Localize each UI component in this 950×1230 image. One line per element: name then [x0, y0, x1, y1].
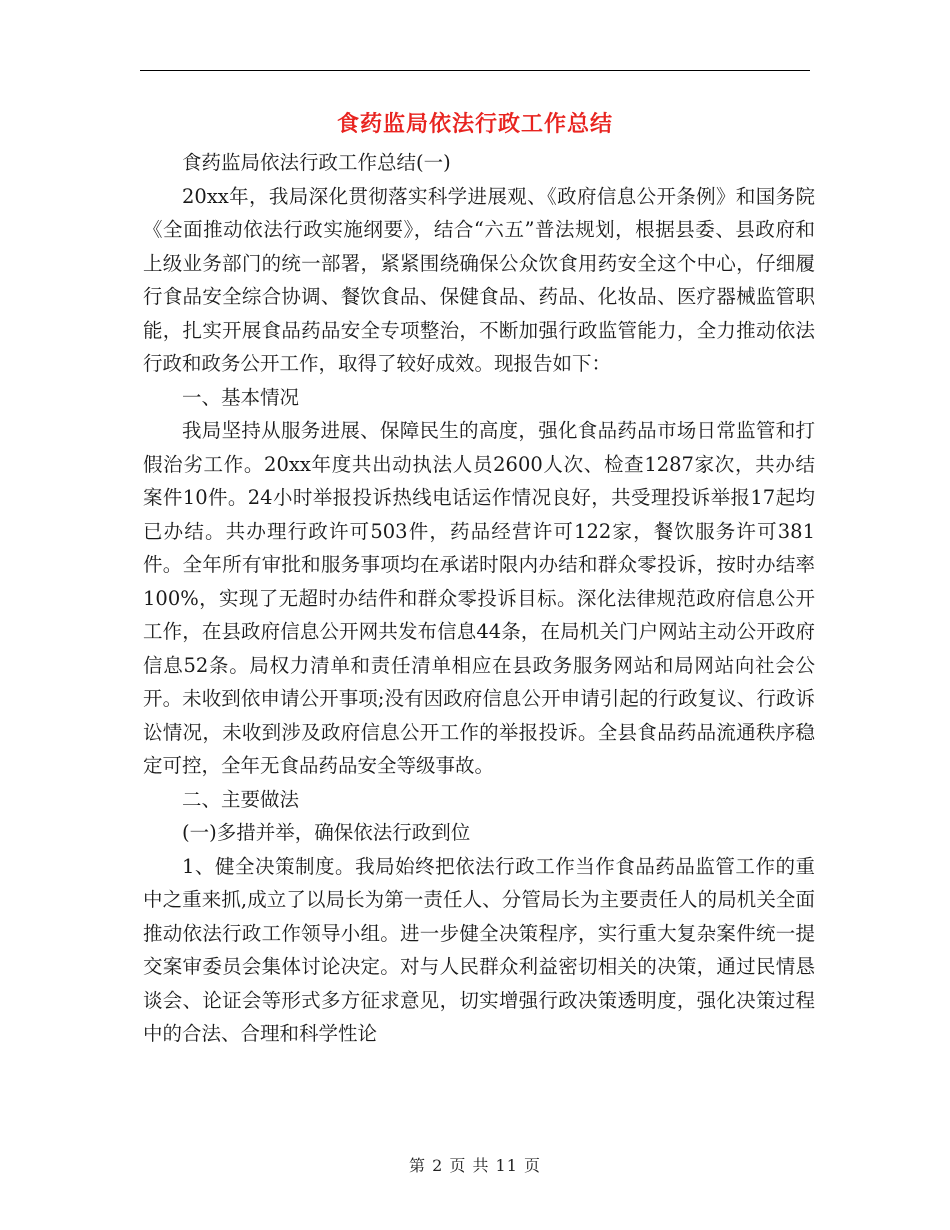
page-number: 第 2 页 共 11 页 — [409, 1156, 541, 1175]
decision-system-paragraph: 1、健全决策制度。我局始终把依法行政工作当作食品药品监管工作的重中之重来抓,成立了以局长为第一责任人、分管局长为主要责任人的局机关全面推动依法行政工作领导小组。进一步健全决策程序，实行重大复杂案件统一提交案审委员会集体讨论决定。对与人民群众利益密切相关的决策，通过民情恳谈会、论证会等形式多方征求意见，切实增强行政决策透明度，强化决策过程中的合法、合理和科学性论 — [143, 854, 815, 1045]
header-rule — [140, 70, 810, 71]
subsection-heading-1: (一)多措并举，确保依法行政到位 — [182, 821, 471, 844]
section-heading-basic: 一、基本情况 — [182, 385, 300, 409]
section-heading-practices: 二、主要做法 — [182, 787, 300, 811]
document-body — [143, 146, 815, 1051]
basic-situation-paragraph: 我局坚持从服务进展、保障民生的高度，强化食品药品市场日常监管和打假治劣工作。20xx年度共出动执法人员2600人次、检查1287家次，共办结案件10件。24小时举报投诉热线电话运作情况良好，共受理投诉举报17起均已办结。共办理行政许可503件，药品经营许可122家，餐饮服务许可381件。全年所有审批和服务事项均在承诺时限内办结和群众零投诉，按时办结率100%，实现了无超时办结件和群众零投诉目标。深化法律规范政府信息公开工作，在县政府信息公开网共发布信息44条，在局机关门户网站主动公开政府信息52条。局权力清单和责任清单相应在县政务服务网站和局网站向社会公开。未收到依申请公开事项;没有因政府信息公开申请引起的行政复议、行政诉讼情况，未收到涉及政府信息公开工作的举报投诉。全县食品药品流通秩序稳定可控，全年无食品药品安全等级事故。 — [143, 419, 815, 777]
intro-paragraph: 20xx年，我局深化贯彻落实科学进展观、《政府信息公开条例》和国务院《全面推动依法行政实施纲要》，结合“六五”普法规划，根据县委、县政府和上级业务部门的统一部署，紧紧围绕确保公众饮食用药安全这个中心，仔细履行食品安全综合协调、餐饮食品、保健食品、药品、化妆品、医疗器械监管职能，扎实开展食品药品安全专项整治，不断加强行政监管能力，全力推动依法行政和政务公开工作，取得了较好成效。现报告如下： — [143, 184, 815, 375]
document-title: 食药监局依法行政工作总结 — [336, 111, 613, 137]
section-subtitle: 食药监局依法行政工作总结(一) — [182, 151, 451, 174]
